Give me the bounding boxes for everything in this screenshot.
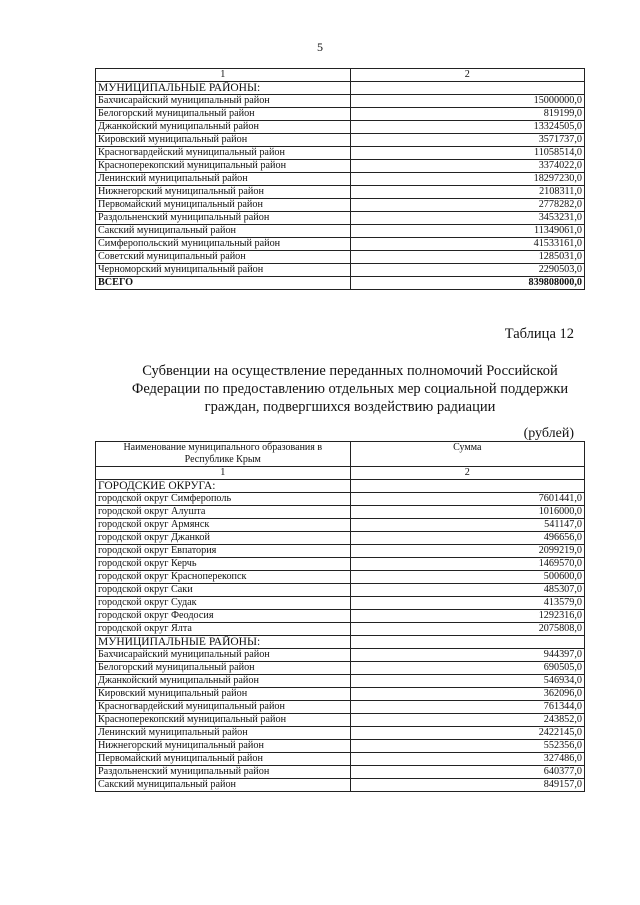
table-row bbox=[96, 519, 585, 532]
section-row bbox=[96, 480, 585, 493]
amount-value: 2778282,0 bbox=[350, 199, 584, 212]
amount-value: 1285031,0 bbox=[350, 251, 584, 264]
table-row bbox=[96, 623, 585, 636]
column-number-row bbox=[96, 467, 585, 480]
amount-value: 839808000,0 bbox=[350, 277, 584, 290]
radiation-support-table bbox=[95, 441, 585, 792]
municipality-name: городской округ Саки bbox=[96, 584, 351, 597]
municipality-name: ВСЕГО bbox=[96, 277, 351, 290]
amount-value: 819199,0 bbox=[350, 108, 584, 121]
amount-value: 2290503,0 bbox=[350, 264, 584, 277]
municipality-name: Сакский муниципальный район bbox=[96, 225, 351, 238]
table-row bbox=[96, 675, 585, 688]
total-row bbox=[96, 277, 585, 290]
municipality-name: городской округ Армянск bbox=[96, 519, 351, 532]
amount-value: 3374022,0 bbox=[350, 160, 584, 173]
municipality-name: Раздольненский муниципальный район bbox=[96, 212, 351, 225]
municipality-name: Ленинский муниципальный район bbox=[96, 727, 351, 740]
municipality-name: городской округ Керчь bbox=[96, 558, 351, 571]
municipality-name: городской округ Джанкой bbox=[96, 532, 351, 545]
municipality-name: Советский муниципальный район bbox=[96, 251, 351, 264]
header-municipality: Наименование муниципального образования в Республике Крым bbox=[96, 442, 351, 467]
section-empty-cell bbox=[350, 480, 584, 493]
municipality-name: городской округ Евпатория bbox=[96, 545, 351, 558]
table-title-line: граждан, подвергшихся воздействию радиации bbox=[204, 399, 496, 415]
municipality-name: Первомайский муниципальный район bbox=[96, 753, 351, 766]
table-title bbox=[105, 362, 595, 416]
table-row bbox=[96, 571, 585, 584]
table-row bbox=[96, 225, 585, 238]
amount-value: 15000000,0 bbox=[350, 95, 584, 108]
table-row bbox=[96, 740, 585, 753]
amount-value: 413579,0 bbox=[350, 597, 584, 610]
municipality-name: городской округ Алушта bbox=[96, 506, 351, 519]
municipality-name: Первомайский муниципальный район bbox=[96, 199, 351, 212]
section-empty-cell bbox=[350, 636, 584, 649]
amount-value: 944397,0 bbox=[350, 649, 584, 662]
municipality-name: Ленинский муниципальный район bbox=[96, 173, 351, 186]
table-row bbox=[96, 649, 585, 662]
table-row bbox=[96, 95, 585, 108]
municipality-name: Красногвардейский муниципальный район bbox=[96, 147, 351, 160]
column-number-2: 2 bbox=[350, 69, 584, 82]
amount-value: 496656,0 bbox=[350, 532, 584, 545]
amount-value: 2422145,0 bbox=[350, 727, 584, 740]
municipality-name: Нижнегорский муниципальный район bbox=[96, 740, 351, 753]
table-row bbox=[96, 766, 585, 779]
municipality-name: Черноморский муниципальный район bbox=[96, 264, 351, 277]
section-empty-cell bbox=[350, 82, 584, 95]
municipality-name: Сакский муниципальный район bbox=[96, 779, 351, 792]
municipality-name: городской округ Феодосия bbox=[96, 610, 351, 623]
amount-value: 41533161,0 bbox=[350, 238, 584, 251]
table-row bbox=[96, 121, 585, 134]
amount-value: 243852,0 bbox=[350, 714, 584, 727]
section-heading: МУНИЦИПАЛЬНЫЕ РАЙОНЫ: bbox=[96, 636, 351, 649]
municipality-name: Белогорский муниципальный район bbox=[96, 662, 351, 675]
section-heading: ГОРОДСКИЕ ОКРУГА: bbox=[96, 480, 351, 493]
municipality-name: Нижнегорский муниципальный район bbox=[96, 186, 351, 199]
header-amount: Сумма bbox=[350, 442, 584, 467]
section-row bbox=[96, 636, 585, 649]
section-heading: МУНИЦИПАЛЬНЫЕ РАЙОНЫ: bbox=[96, 82, 351, 95]
amount-value: 13324505,0 bbox=[350, 121, 584, 134]
municipality-name: городской округ Ялта bbox=[96, 623, 351, 636]
municipality-name: Джанкойский муниципальный район bbox=[96, 121, 351, 134]
municipality-name: Бахчисарайский муниципальный район bbox=[96, 649, 351, 662]
table-row bbox=[96, 714, 585, 727]
table-row bbox=[96, 753, 585, 766]
amount-value: 485307,0 bbox=[350, 584, 584, 597]
amount-value: 640377,0 bbox=[350, 766, 584, 779]
amount-value: 3571737,0 bbox=[350, 134, 584, 147]
table-row bbox=[96, 186, 585, 199]
table-row bbox=[96, 506, 585, 519]
amount-value: 546934,0 bbox=[350, 675, 584, 688]
amount-value: 849157,0 bbox=[350, 779, 584, 792]
amount-value: 552356,0 bbox=[350, 740, 584, 753]
table-row bbox=[96, 199, 585, 212]
table-row bbox=[96, 212, 585, 225]
amount-value: 362096,0 bbox=[350, 688, 584, 701]
municipality-name: Красногвардейский муниципальный район bbox=[96, 701, 351, 714]
amount-value: 18297230,0 bbox=[350, 173, 584, 186]
amount-value: 327486,0 bbox=[350, 753, 584, 766]
column-number-1: 1 bbox=[96, 69, 351, 82]
table-row bbox=[96, 701, 585, 714]
table-row bbox=[96, 688, 585, 701]
amount-value: 2099219,0 bbox=[350, 545, 584, 558]
section-row bbox=[96, 82, 585, 95]
amount-value: 11349061,0 bbox=[350, 225, 584, 238]
table-row bbox=[96, 584, 585, 597]
table-row bbox=[96, 545, 585, 558]
column-number-row bbox=[96, 69, 585, 82]
table-row bbox=[96, 134, 585, 147]
municipality-name: Кировский муниципальный район bbox=[96, 134, 351, 147]
table-row bbox=[96, 147, 585, 160]
municipality-name: Белогорский муниципальный район bbox=[96, 108, 351, 121]
amount-value: 3453231,0 bbox=[350, 212, 584, 225]
table-row bbox=[96, 160, 585, 173]
table-title-line: Субвенции на осуществление переданных полномочий Российской bbox=[142, 363, 558, 379]
subvention-table-continued bbox=[95, 68, 585, 290]
municipality-name: Симферопольский муниципальный район bbox=[96, 238, 351, 251]
table-label: Таблица 12 bbox=[504, 326, 574, 342]
table-row bbox=[96, 108, 585, 121]
table-title-line: Федерации по предоставлению отдельных мер социальной поддержки bbox=[131, 381, 569, 397]
amount-value: 11058514,0 bbox=[350, 147, 584, 160]
units-label: (рублей) bbox=[523, 426, 574, 441]
amount-value: 690505,0 bbox=[350, 662, 584, 675]
page-number: 5 bbox=[317, 40, 323, 54]
municipality-name: Красноперекопский муниципальный район bbox=[96, 714, 351, 727]
amount-value: 1016000,0 bbox=[350, 506, 584, 519]
amount-value: 1469570,0 bbox=[350, 558, 584, 571]
column-number-1: 1 bbox=[96, 467, 351, 480]
municipality-name: городской округ Симферополь bbox=[96, 493, 351, 506]
municipality-name: Кировский муниципальный район bbox=[96, 688, 351, 701]
amount-value: 2108311,0 bbox=[350, 186, 584, 199]
municipality-name: Красноперекопский муниципальный район bbox=[96, 160, 351, 173]
table-row bbox=[96, 610, 585, 623]
amount-value: 500600,0 bbox=[350, 571, 584, 584]
table-row bbox=[96, 662, 585, 675]
table-row bbox=[96, 597, 585, 610]
table-row bbox=[96, 173, 585, 186]
municipality-name: Раздольненский муниципальный район bbox=[96, 766, 351, 779]
amount-value: 7601441,0 bbox=[350, 493, 584, 506]
amount-value: 761344,0 bbox=[350, 701, 584, 714]
table-row bbox=[96, 532, 585, 545]
table-row bbox=[96, 264, 585, 277]
table-header-row bbox=[96, 442, 585, 467]
table-row bbox=[96, 238, 585, 251]
table-row bbox=[96, 493, 585, 506]
table-row bbox=[96, 558, 585, 571]
amount-value: 2075808,0 bbox=[350, 623, 584, 636]
table-row bbox=[96, 251, 585, 264]
municipality-name: городской округ Красноперекопск bbox=[96, 571, 351, 584]
table-row bbox=[96, 727, 585, 740]
column-number-2: 2 bbox=[350, 467, 584, 480]
amount-value: 541147,0 bbox=[350, 519, 584, 532]
municipality-name: городской округ Судак bbox=[96, 597, 351, 610]
municipality-name: Джанкойский муниципальный район bbox=[96, 675, 351, 688]
municipality-name: Бахчисарайский муниципальный район bbox=[96, 95, 351, 108]
table-row bbox=[96, 779, 585, 792]
amount-value: 1292316,0 bbox=[350, 610, 584, 623]
